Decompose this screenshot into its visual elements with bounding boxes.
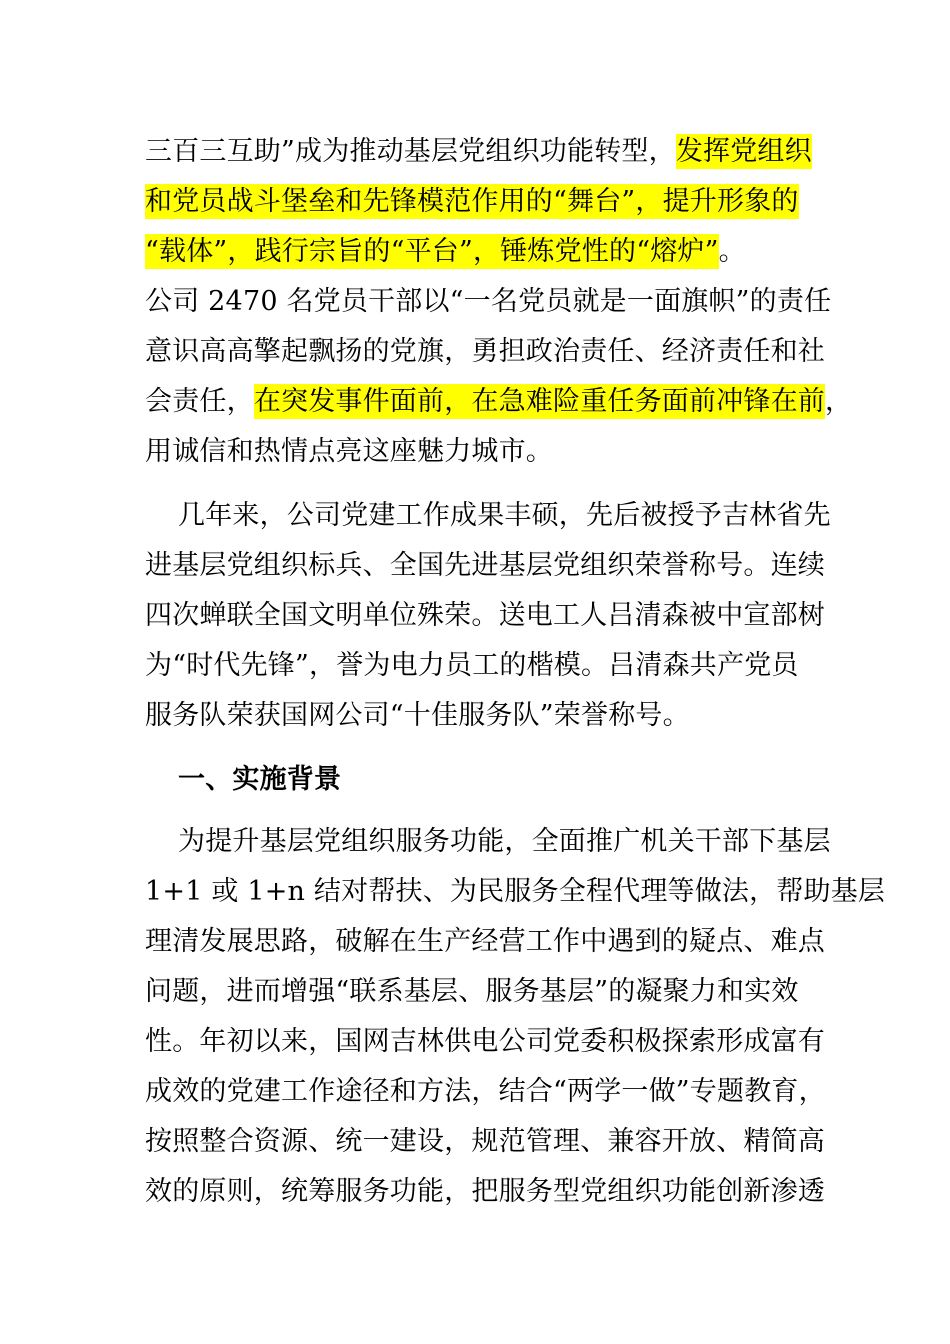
paragraph-1-line-4: [145, 282, 832, 322]
text-run: 效的原则，统筹服务功能，把服务型党组织功能创新渗透: [145, 1176, 825, 1207]
text-run: 进基层党组织标兵、全国先进基层党组织荣誉称号。连续: [145, 550, 825, 581]
text-run: 为“时代先锋”，誉为电力员工的楷模。吕清森共产党员: [145, 650, 799, 681]
text-run: 按照整合资源、统一建设，规范管理、兼容开放、精简高: [145, 1126, 825, 1157]
paragraph-3-line-2: [145, 872, 886, 912]
paragraph-2-line-2: [145, 546, 825, 586]
paragraph-3-line-3: [145, 922, 825, 962]
paragraph-3-line-6: [145, 1072, 826, 1112]
text-run: 。: [718, 236, 746, 267]
paragraph-3-line-1: [178, 822, 838, 862]
text-run: 1+1 或 1+n 结对帮扶、为民服务全程代理等做法，帮助基层: [145, 876, 886, 907]
text-run: 四次蝉联全国文明单位殊荣。送电工人吕清森被中宣部树: [145, 600, 825, 631]
paragraph-1-line-6: [145, 382, 853, 422]
text-run: 性。年初以来，国网吉林供电公司党委积极探索形成富有: [145, 1026, 825, 1057]
paragraph-2-line-5: [145, 696, 805, 736]
text-run: 几年来，公司党建工作成果丰硕，先后被授予吉林省先: [178, 500, 831, 531]
paragraph-2-line-4: [145, 646, 805, 686]
paragraph-1-line-3: [145, 232, 805, 272]
highlighted-text: 发挥党组织: [675, 136, 812, 167]
paragraph-3-line-5: [145, 1022, 825, 1062]
text-run: 理清发展思路，破解在生产经营工作中遇到的疑点、难点: [145, 926, 825, 957]
text-run: 会责任，: [145, 386, 254, 417]
highlighted-text: 在突发事件面前，在急难险重任务面前冲锋在前: [253, 386, 826, 417]
text-run: 成效的党建工作途径和方法，结合“两学一做”专题教育，: [145, 1076, 826, 1107]
highlighted-text: 和党员战斗堡垒和先锋模范作用的“舞台”，提升形象的: [145, 186, 799, 217]
text-run: 为提升基层党组织服务功能，全面推广机关干部下基层: [178, 826, 831, 857]
heading-text: 一、实施背景: [178, 764, 342, 795]
text-run: 三百三互助”成为推动基层党组织功能转型，: [145, 136, 676, 167]
paragraph-3-line-7: [145, 1122, 825, 1162]
text-run: 服务队荣获国网公司“十佳服务队”荣誉称号。: [145, 700, 690, 731]
text-run: 公司 2470 名党员干部以“一名党员就是一面旗帜”的责任: [145, 286, 832, 317]
text-run: 问题，进而增强“联系基层、服务基层”的凝聚力和实效: [145, 976, 799, 1007]
text-run: ，: [825, 386, 853, 417]
paragraph-3-line-4: [145, 972, 805, 1012]
text-run: 用诚信和热情点亮这座魅力城市。: [145, 436, 553, 467]
paragraph-2-line-1: [178, 496, 838, 536]
paragraph-2-line-3: [145, 596, 825, 636]
paragraph-3-line-8: [145, 1172, 825, 1212]
paragraph-1-line-7: [145, 432, 805, 472]
paragraph-1-line-2: [145, 182, 805, 222]
paragraph-1-line-1: [145, 132, 812, 172]
section-heading: [178, 760, 838, 800]
highlighted-text: “载体”，践行宗旨的“平台”，锤炼党性的“熔炉”: [145, 236, 719, 267]
paragraph-1-line-5: [145, 332, 825, 372]
text-run: 意识高高擎起飘扬的党旗，勇担政治责任、经济责任和社: [145, 336, 825, 367]
